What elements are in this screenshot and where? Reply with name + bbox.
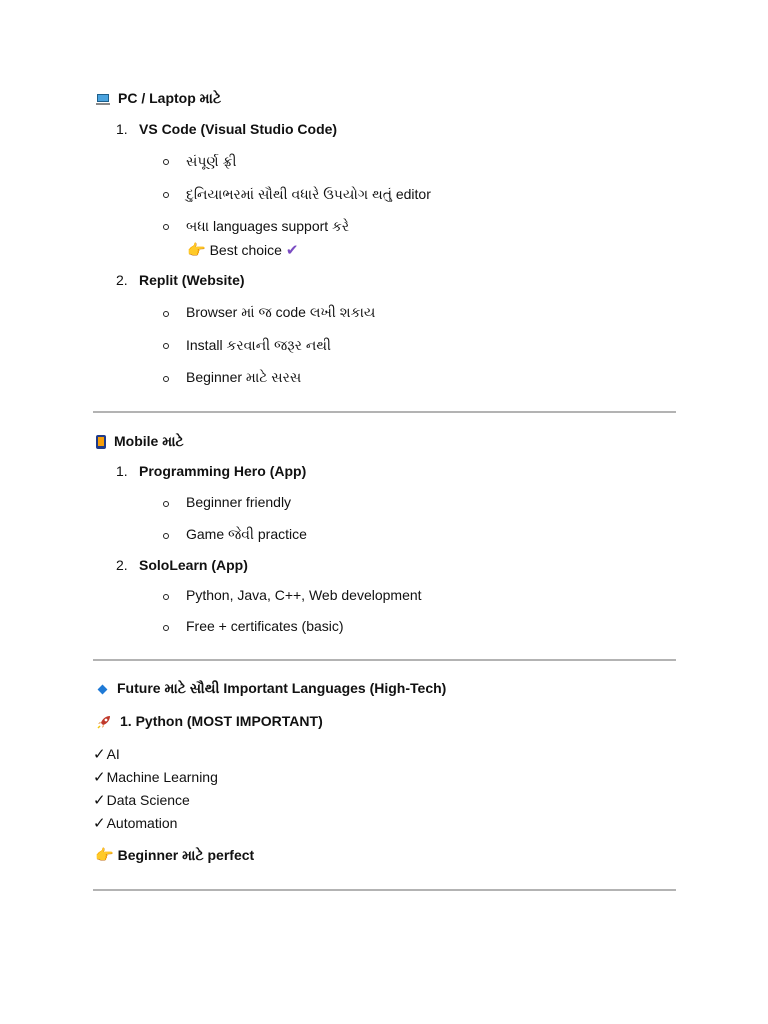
checklist-item bbox=[93, 813, 177, 834]
pc-heading-label: PC / Laptop bbox=[118, 90, 196, 106]
check-mark-icon: ✓ bbox=[93, 746, 106, 763]
checklist-label: Data Science bbox=[106, 792, 190, 808]
python-heading bbox=[96, 711, 323, 731]
section-divider bbox=[93, 659, 676, 661]
checklist-item bbox=[93, 790, 190, 811]
checklist-item bbox=[93, 767, 218, 788]
bullet-icon bbox=[163, 533, 169, 539]
bullet-icon bbox=[163, 594, 169, 600]
best-choice-note bbox=[187, 240, 298, 261]
list-item: Python, Java, C++, Web development bbox=[186, 587, 422, 603]
best-choice-label: Best choice bbox=[209, 242, 282, 258]
check-mark-icon: ✓ bbox=[93, 792, 106, 809]
pc-heading-suffix: માટે bbox=[199, 90, 222, 106]
programming-hero-title: Programming Hero (App) bbox=[139, 463, 307, 479]
beginner-note-text: Beginner માટે perfect bbox=[117, 847, 255, 863]
bullet-icon bbox=[163, 311, 169, 317]
bullet-icon bbox=[163, 501, 169, 507]
bullet-icon bbox=[163, 625, 169, 631]
check-mark-icon: ✓ bbox=[93, 815, 106, 832]
future-heading-text: Future માટે સૌથી Important Languages (High-Tech) bbox=[117, 680, 447, 696]
bullet-icon bbox=[163, 343, 169, 349]
list-item: બધા languages support કરે bbox=[186, 218, 350, 234]
list-number: 1. bbox=[116, 121, 128, 137]
list-number: 2. bbox=[116, 557, 128, 573]
mobile-heading-label: Mobile bbox=[114, 433, 159, 449]
blue-diamond-icon bbox=[98, 684, 108, 694]
beginner-note bbox=[95, 845, 254, 866]
replit-title: Replit (Website) bbox=[139, 272, 245, 288]
sololearn-title: SoloLearn (App) bbox=[139, 557, 248, 573]
future-section-heading bbox=[96, 678, 446, 698]
pointing-hand-icon: 👉 bbox=[187, 242, 206, 259]
list-item: દુનિયાભરમાં સૌથી વધારે ઉપયોગ થતું editor bbox=[186, 186, 431, 202]
bullet-icon bbox=[163, 192, 169, 198]
list-item: Free + certificates (basic) bbox=[186, 618, 344, 634]
checklist-label: Automation bbox=[106, 815, 178, 831]
bullet-icon bbox=[163, 159, 169, 165]
checklist-label: AI bbox=[106, 746, 120, 762]
checklist-item bbox=[93, 744, 120, 765]
bullet-icon bbox=[163, 376, 169, 382]
check-mark-icon: ✔ bbox=[285, 242, 299, 259]
list-number: 2. bbox=[116, 272, 128, 288]
list-item: Beginner friendly bbox=[186, 494, 292, 510]
list-item: Install કરવાની જરૂર નથી bbox=[186, 337, 332, 353]
bullet-icon bbox=[163, 224, 169, 230]
mobile-heading-suffix: માટે bbox=[162, 433, 184, 449]
list-item: સંપૂર્ણ ફ્રી bbox=[186, 153, 237, 169]
list-number: 1. bbox=[116, 463, 128, 479]
section-divider bbox=[93, 889, 676, 891]
list-item: Beginner માટે સરસ bbox=[186, 369, 302, 385]
list-item: Game જેવી practice bbox=[186, 526, 307, 542]
rocket-icon bbox=[96, 714, 112, 730]
python-heading-text: 1. Python (MOST IMPORTANT) bbox=[120, 713, 323, 729]
checklist-label: Machine Learning bbox=[106, 769, 218, 785]
vscode-title: VS Code (Visual Studio Code) bbox=[139, 121, 338, 137]
mobile-phone-icon bbox=[96, 435, 106, 449]
mobile-section-heading bbox=[96, 431, 184, 451]
laptop-icon bbox=[96, 94, 110, 105]
check-mark-icon: ✓ bbox=[93, 769, 106, 786]
section-divider bbox=[93, 411, 676, 413]
list-item: Browser માં જ code લખી શકાય bbox=[186, 304, 376, 320]
pc-section-heading bbox=[96, 88, 221, 108]
pointing-hand-icon: 👉 bbox=[95, 847, 114, 864]
